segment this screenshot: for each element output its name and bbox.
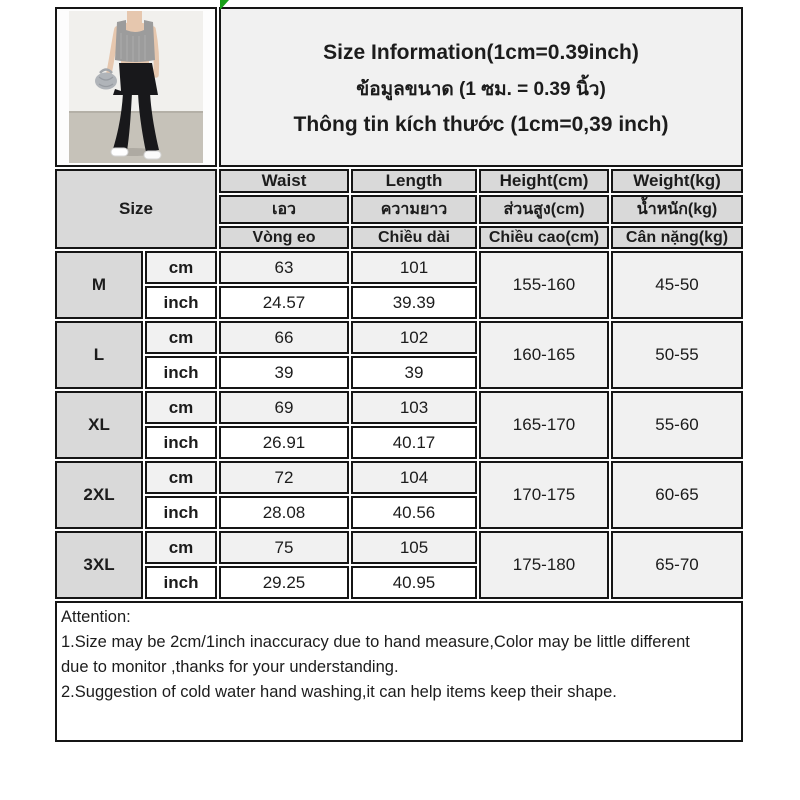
waist-cm-xl: 69 (219, 391, 349, 424)
weight-range-l: 50-55 (611, 321, 743, 389)
title-thai: ข้อมูลขนาด (1 ซม. = 0.39 นิ้ว) (356, 79, 606, 100)
unit-cm-label: cm (145, 391, 217, 424)
length-inch-3xl: 40.95 (351, 566, 477, 599)
waist-inch-3xl: 29.25 (219, 566, 349, 599)
unit-cm-label: cm (145, 321, 217, 354)
unit-cm-label: cm (145, 251, 217, 284)
unit-inch-label: inch (145, 566, 217, 599)
length-cm-m: 101 (351, 251, 477, 284)
unit-cm-label: cm (145, 461, 217, 494)
unit-inch-label: inch (145, 356, 217, 389)
attention-line-1-cont: due to monitor ,thanks for your understanding. (61, 658, 399, 676)
height-range-xl: 165-170 (479, 391, 609, 459)
unit-inch-label: inch (145, 286, 217, 319)
length-cm-xl: 103 (351, 391, 477, 424)
unit-cm-label: cm (145, 531, 217, 564)
attention-heading: Attention: (61, 608, 131, 626)
weight-range-m: 45-50 (611, 251, 743, 319)
waist-inch-xl: 26.91 (219, 426, 349, 459)
attention-line-2: 2.Suggestion of cold water hand washing,it can help items keep their shape. (61, 683, 617, 701)
title-vietnamese: Thông tin kích thước (1cm=0,39 inch) (293, 113, 669, 136)
col-header-height-vi: Chiều cao(cm) (479, 226, 609, 249)
size-row-3xl: 3XL (55, 531, 143, 599)
length-cm-l: 102 (351, 321, 477, 354)
length-inch-2xl: 40.56 (351, 496, 477, 529)
size-header: Size (55, 169, 217, 249)
waist-inch-l: 39 (219, 356, 349, 389)
waist-cm-2xl: 72 (219, 461, 349, 494)
size-row-xl: XL (55, 391, 143, 459)
col-header-length-th: ความยาว (351, 195, 477, 224)
length-cm-3xl: 105 (351, 531, 477, 564)
col-header-length-en: Length (351, 169, 477, 193)
col-header-weight-en: Weight(kg) (611, 169, 743, 193)
waist-cm-l: 66 (219, 321, 349, 354)
product-photo (66, 11, 206, 163)
title-cell (219, 7, 743, 167)
weight-range-xl: 55-60 (611, 391, 743, 459)
col-header-weight-vi: Cân nặng(kg) (611, 226, 743, 249)
attention-line-1: 1.Size may be 2cm/1inch inaccuracy due to hand measure,Color may be little different (61, 633, 690, 651)
size-row-l: L (55, 321, 143, 389)
waist-cm-3xl: 75 (219, 531, 349, 564)
col-header-length-vi: Chiều dài (351, 226, 477, 249)
length-inch-xl: 40.17 (351, 426, 477, 459)
height-range-3xl: 175-180 (479, 531, 609, 599)
weight-range-3xl: 65-70 (611, 531, 743, 599)
title-english: Size Information(1cm=0.39inch) (323, 41, 639, 64)
height-range-m: 155-160 (479, 251, 609, 319)
size-row-m: M (55, 251, 143, 319)
size-table (53, 5, 745, 744)
attention-notes (55, 601, 743, 742)
unit-inch-label: inch (145, 426, 217, 459)
col-header-height-en: Height(cm) (479, 169, 609, 193)
col-header-height-th: ส่วนสูง(cm) (479, 195, 609, 224)
col-header-waist-th: เอว (219, 195, 349, 224)
waist-cm-m: 63 (219, 251, 349, 284)
height-range-l: 160-165 (479, 321, 609, 389)
unit-inch-label: inch (145, 496, 217, 529)
col-header-waist-en: Waist (219, 169, 349, 193)
length-inch-m: 39.39 (351, 286, 477, 319)
length-cm-2xl: 104 (351, 461, 477, 494)
height-range-2xl: 170-175 (479, 461, 609, 529)
col-header-waist-vi: Vòng eo (219, 226, 349, 249)
waist-inch-2xl: 28.08 (219, 496, 349, 529)
weight-range-2xl: 60-65 (611, 461, 743, 529)
product-photo-cell (55, 7, 217, 167)
size-row-2xl: 2XL (55, 461, 143, 529)
size-chart-sheet (53, 5, 745, 744)
col-header-weight-th: น้ำหนัก(kg) (611, 195, 743, 224)
size-information-title (221, 35, 741, 139)
length-inch-l: 39 (351, 356, 477, 389)
waist-inch-m: 24.57 (219, 286, 349, 319)
